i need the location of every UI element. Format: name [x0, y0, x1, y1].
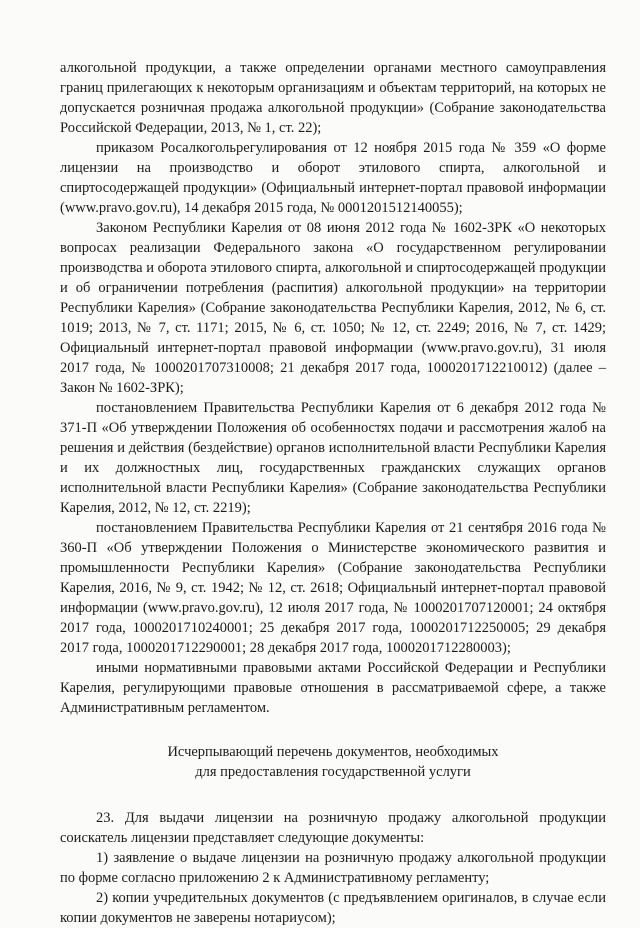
paragraph-decree-371: постановлением Правительства Республики Карелия от 6 декабря 2012 года № 371-П «Об утверждении Положения об особенностях подачи и рассмотрения жалоб на решения и действия (бездействие) органов исполнительной власти Республики Карелия и их должностных лиц, государственных гражданских служащих органов исполнительной власти Республики Карелия» (Собрание законодательства Республики Карелия, 2012, № 12, ст. 2219); [60, 400, 606, 516]
paragraph-decree-360: постановлением Правительства Республики Карелия от 21 сентября 2016 года № 360-П «Об утверждении Положения о Министерстве экономического развития и промышленности Республики Карелия» (Собрание законодательства Республики Карелия, 2016, № 9, ст. 1942; № 12, ст. 2618; Официальный интернет-портал правовой информации (www.pravo.gov.ru), 12 июля 2017 года, № 1000201707120001; 24 октября 2017 года, 1000201710240001; 25 декабря 2017 года, 1000201712250005; 29 декабря 2017 года, 1000201712290001; 28 декабря 2017 года, 1000201712280003); [60, 520, 606, 656]
paragraph-item-23: 23. Для выдачи лицензии на розничную продажу алкогольной продукции соискатель лицензии представляет следующие документы: [60, 810, 606, 846]
paragraph-continuation: алкогольной продукции, а также определении органами местного самоуправления границ прилегающих к некоторым организациям и объектам территорий, на которых не допускается розничная продажа алкогольной продукции» (Собрание законодательства Российской Федерации, 2013, № 1, ст. 22); [60, 60, 606, 136]
paragraph-other-acts: иными нормативными правовыми актами Российской Федерации и Республики Карелия, регулирующими правовые отношения в рассматриваемой сфере, а также Административным регламентом. [60, 660, 606, 716]
list-item-1: 1) заявление о выдаче лицензии на розничную продажу алкогольной продукции по форме согласно приложению 2 к Административному регламенту; [60, 850, 606, 886]
paragraph-order-rosalkogol: приказом Росалкогольрегулирования от 12 ноября 2015 года № 359 «О форме лицензии на производство и оборот этилового спирта, алкогольной и спиртосодержащей продукции» (Официальный интернет-портал правовой информации (www.pravo.gov.ru), 14 декабря 2015 года, № 0001201512140055); [60, 140, 606, 216]
section-heading-line-2: для предоставления государственной услуги [195, 764, 471, 780]
list-item-2: 2) копии учредительных документов (с предъявлением оригиналов, в случае если копии документов не заверены нотариусом); [60, 890, 606, 926]
section-heading [60, 742, 606, 782]
section-heading-line-1: Исчерпывающий перечень документов, необходимых [167, 744, 499, 760]
paragraph-law-1602: Законом Республики Карелия от 08 июня 2012 года № 1602-ЗРК «О некоторых вопросах реализации Федерального закона «О государственном регулировании производства и оборота этилового спирта, алкогольной и спиртосодержащей продукции и об ограничении потребления (распития) алкогольной продукции» на территории Республики Карелия» (Собрание законодательства Республики Карелия, 2012, № 6, ст. 1019; 2013, № 7, ст. 1171; 2015, № 6, ст. 1050; № 12, ст. 2249; 2016, № 7, ст. 1429; Официальный интернет-портал правовой информации (www.pravo.gov.ru), 31 июля 2017 года, № 1000201707310008; 21 декабря 2017 года, 1000201712210012) (далее – Закон № 1602-ЗРК); [60, 220, 606, 396]
